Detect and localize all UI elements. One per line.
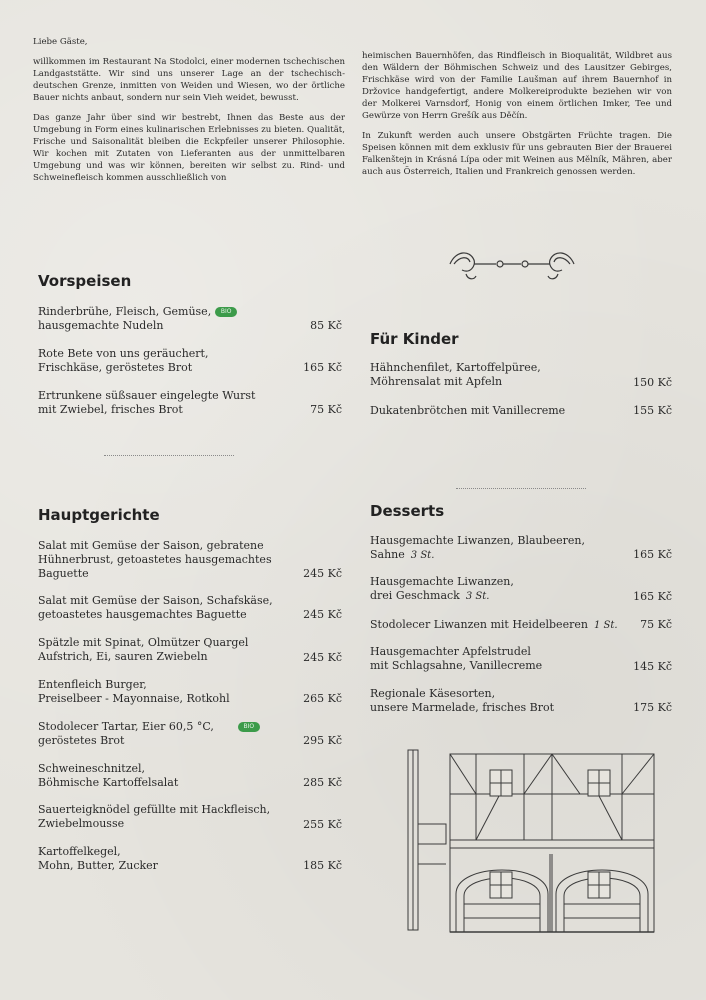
barn-sketch-illustration	[400, 744, 662, 938]
item-price: 165 Kč	[303, 361, 342, 374]
ornament-icon	[446, 244, 578, 284]
item-price: 175 Kč	[633, 701, 672, 714]
section-title-kinder: Für Kinder	[370, 330, 459, 348]
menu-item	[370, 618, 640, 633]
greeting: Liebe Gäste,	[33, 37, 88, 47]
item-price: 265 Kč	[303, 692, 342, 705]
bio-badge: BIO	[238, 722, 260, 732]
item-description: Entenfleich Burger,	[38, 678, 147, 691]
item-price: 75 Kč	[310, 403, 342, 416]
item-price: 185 Kč	[303, 859, 342, 872]
menu-item	[38, 347, 298, 375]
item-quantity: 1 St.	[593, 620, 618, 631]
menu-item	[370, 575, 610, 604]
item-description: hausgemachte Nudeln	[38, 319, 164, 332]
menu-item	[370, 645, 610, 673]
section-title-hauptgerichte: Hauptgerichte	[38, 506, 160, 524]
item-price: 295 Kč	[303, 734, 342, 747]
intro-paragraph: In Zukunft werden auch unsere Obstgärten Früchte tragen. Die Speisen können mit dem exklusiv für uns gebrauten Bier der Brauerei Falkenštejn in Krásná Lípa oder mit Weinen aus Mělník, Mähren, aber auch aus Österreich, Italien und Frankreich genossen werden.	[362, 131, 672, 177]
menu-item	[38, 594, 302, 622]
section-divider	[104, 455, 234, 456]
intro-paragraph: heimischen Bauernhöfen, das Rindfleisch in Bioqualität, Wildbret aus den Wäldern der Böhmischen Schweiz und des Lausitzer Gebirges, Frischkäse wird von der Familie Laušman auf ihrem Bauernhof in Držovice handgefertigt, andere Molkereiprodukte beziehen wir von der Molkerei Varnsdorf, Honig von einem örtlichen Imker, Tee und Gewürze von Herrn Grešík aus Děčín.	[362, 51, 672, 121]
item-description: Regionale Käsesorten,	[370, 687, 496, 700]
bio-badge: BIO	[215, 307, 237, 317]
item-description: Hausgemachter Apfelstrudel	[370, 645, 531, 658]
item-description: Preiselbeer - Mayonnaise, Rotkohl	[38, 692, 230, 705]
menu-item	[370, 404, 620, 418]
intro-paragraph: willkommen im Restaurant Na Stodolci, einer modernen tschechischen Landgaststätte. Wir sind uns unserer Lage an der tschechisch-deutschen Grenze, inmitten von Weiden und Wiesen, wo der örtliche Bauer nichts anbaut, sondern nur sein Vieh weidet, bewusst.	[33, 57, 345, 103]
item-quantity: 3 St.	[465, 591, 490, 602]
intro-paragraph: Das ganze Jahr über sind wir bestrebt, Ihnen das Beste aus der Umgebung in Form eines kulinarischen Erlebnisses zu bieten. Qualität, Frische und Saisonalität bleiben die Eckpfeiler unserer Philosophie. Wir kochen mit Zutaten von Lieferanten aus der unmittelbaren Umgebung und was wir können, bereiten wir selbst zu. Rind- und Schweinefleisch kommen ausschließlich von	[33, 113, 345, 183]
intro-right-column	[362, 50, 672, 186]
item-description: Mohn, Butter, Zucker	[38, 859, 158, 872]
item-description: Schweineschnitzel,	[38, 762, 146, 775]
item-description: Hausgemachte Liwanzen, Blaubeeren,	[370, 534, 586, 547]
item-description: Zwiebelmousse	[38, 817, 125, 830]
item-price: 285 Kč	[303, 776, 342, 789]
item-description: Frischkäse, geröstetes Brot	[38, 361, 193, 374]
item-price: 255 Kč	[303, 818, 342, 831]
item-description: Spätzle mit Spinat, Olmützer Quargel	[38, 636, 249, 649]
item-description: Böhmische Kartoffelsalat	[38, 776, 179, 789]
menu-item	[38, 762, 302, 790]
item-description: Möhrensalat mit Apfeln	[370, 375, 503, 388]
item-description: Stodolecer Tartar, Eier 60,5 °C,	[38, 720, 214, 733]
item-description: Aufstrich, Ei, sauren Zwiebeln	[38, 650, 208, 663]
item-description: unsere Marmelade, frisches Brot	[370, 701, 555, 714]
item-description: Hausgemachte Liwanzen,	[370, 575, 514, 588]
item-description: mit Zwiebel, frisches Brot	[38, 403, 183, 416]
item-quantity: 3 St.	[410, 550, 435, 561]
menu-item	[370, 534, 610, 563]
item-price: 245 Kč	[303, 567, 342, 580]
menu-item	[38, 389, 298, 417]
menu-item	[38, 305, 298, 333]
item-description: Salat mit Gemüse der Saison, Schafskäse,	[38, 594, 273, 607]
menu-item	[370, 687, 610, 715]
item-description: Sahne	[370, 548, 405, 561]
menu-item	[38, 678, 302, 706]
item-price: 150 Kč	[633, 376, 672, 389]
menu-item	[38, 845, 302, 873]
item-price: 145 Kč	[633, 660, 672, 673]
section-divider	[456, 488, 586, 489]
menu-item	[38, 636, 302, 664]
item-description: Salat mit Gemüse der Saison, gebratene	[38, 539, 264, 552]
item-description: getoastetes hausgemachtes Baguette	[38, 608, 247, 621]
menu-item	[38, 803, 302, 831]
menu-item	[370, 361, 620, 389]
item-price: 245 Kč	[303, 608, 342, 621]
item-price: 165 Kč	[633, 548, 672, 561]
item-description: Hühnerbrust, getoastetes hausgemachtes	[38, 553, 272, 566]
item-description: Rote Bete von uns geräuchert,	[38, 347, 209, 360]
item-description: Ertrunkene süßsauer eingelegte Wurst	[38, 389, 256, 402]
menu-item	[38, 720, 302, 748]
item-description: geröstetes Brot	[38, 734, 125, 747]
section-title-vorspeisen: Vorspeisen	[38, 272, 132, 290]
item-description: Sauerteigknödel gefüllte mit Hackfleisch,	[38, 803, 271, 816]
item-description: Baguette	[38, 567, 89, 580]
item-price: 155 Kč	[633, 404, 672, 417]
item-price: 85 Kč	[310, 319, 342, 332]
item-description: Dukatenbrötchen mit Vanillecreme	[370, 404, 566, 417]
item-description: Stodolecer Liwanzen mit Heidelbeeren	[370, 618, 588, 631]
item-description: mit Schlagsahne, Vanillecreme	[370, 659, 543, 672]
item-price: 75 Kč	[640, 618, 672, 631]
section-title-desserts: Desserts	[370, 502, 445, 520]
item-description: Hähnchenfilet, Kartoffelpüree,	[370, 361, 541, 374]
item-price: 165 Kč	[633, 590, 672, 603]
item-description: Kartoffelkegel,	[38, 845, 121, 858]
intro-left-column	[33, 36, 345, 192]
item-description: Rinderbrühe, Fleisch, Gemüse,	[38, 305, 212, 318]
menu-item	[38, 539, 302, 581]
item-price: 245 Kč	[303, 651, 342, 664]
item-description: drei Geschmack	[370, 589, 460, 602]
